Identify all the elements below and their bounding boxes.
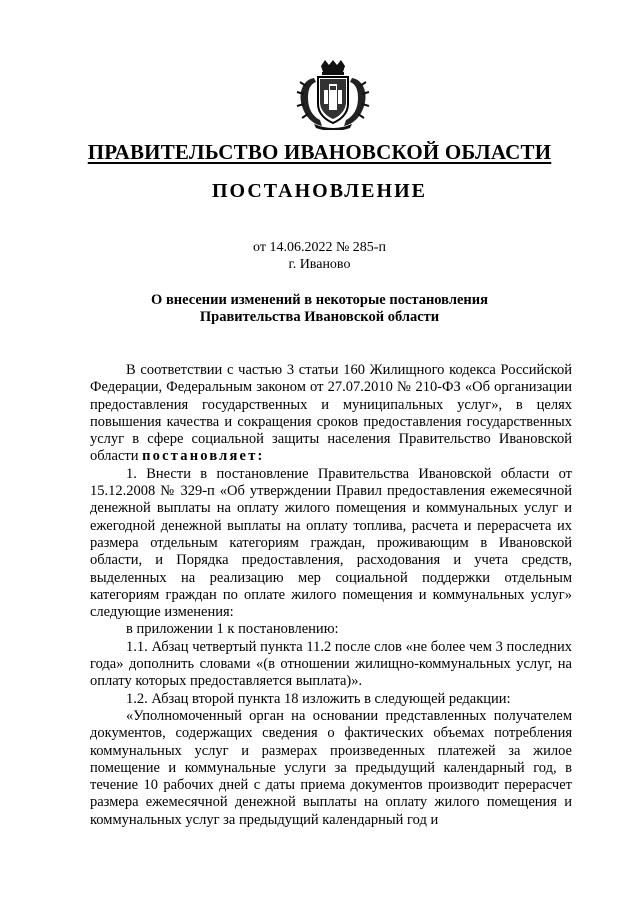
document-date-number: от 14.06.2022 № 285-п [253,240,386,255]
heading-line-2: Правительства Ивановской области [199,309,440,325]
body-paragraph-preamble [90,362,572,466]
document-body [90,362,572,829]
heading-line-1: О внесении изменений в некоторые постановления [151,292,488,308]
organization-title: ПРАВИТЕЛЬСТВО ИВАНОВСКОЙ ОБЛАСТИ [87,140,552,164]
document-city: г. Иваново [288,257,351,272]
preamble-text: В соответствии с частью 3 статьи 160 Жилищного кодекса Российской Федерации, Федеральным законом от 27.07.2010 № 210-ФЗ «Об организации предоставления государственных и муниципальных услуг», в целях повышения качества и сокращения сроков предоставления государственных услуг в сфере социальной защиты населения Правительство Ивановской области [90,362,572,465]
body-paragraph-item-1-2: 1.2. Абзац второй пункта 18 изложить в следующей редакции: [126,690,511,707]
body-paragraph-annex: в приложении 1 к постановлению: [126,621,339,638]
body-paragraph-quote: «Уполномоченный орган на основании представленных получателем документов, содержащих сведения о фактических объемах потребления коммунальных услуг и размерах произведенных платежей за жилое помещение и коммунальные услуги за предыдущий календарный год, в течение 10 рабочих дней с даты приема документов производит перерасчет размера ежемесячной денежной выплаты на оплату жилого помещения и коммунальных услуг за предыдущий календарный год и [90,707,572,828]
document-heading [100,292,539,326]
document-type: ПОСТАНОВЛЕНИЕ [212,180,427,202]
coat-of-arms-emblem [296,60,370,130]
resolution-keyword: постановляет: [142,448,265,465]
body-paragraph-item-1-1: 1.1. Абзац четвертый пункта 11.2 после слов «не более чем 3 последних года» дополнить словами «(в отношении жилищно-коммунальных услуг, на оплату которых предоставляется выплата)». [90,638,572,690]
body-paragraph-item-1: 1. Внести в постановление Правительства Ивановской области от 15.12.2008 № 329-п «Об утверждении Правил предоставления ежемесячной денежной выплаты на оплату жилого помещения и коммунальных услуг и ежегодной денежной выплаты на оплату топлива, расчета и перерасчета их размера отдельным категориям граждан, проживающим в Ивановской области, и Порядка предоставления, расходования и учета средств, выделенных на реализацию мер социальной поддержки отдельным категориям граждан по оплате жилого помещения и коммунальных услуг» следующие изменения: [90,465,572,621]
